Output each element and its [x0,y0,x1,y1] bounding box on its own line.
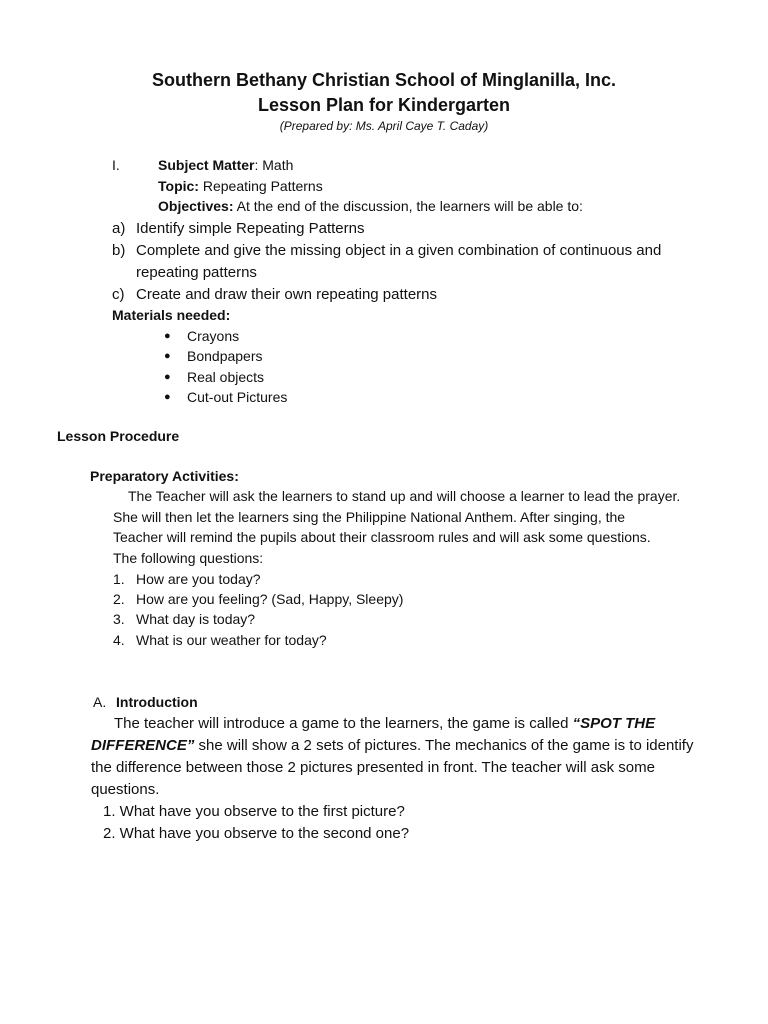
objective-item: Complete and give the missing object in a given combination of continuous and [136,242,662,259]
prepared-by: (Prepared by: Ms. April Caye T. Caday) [279,119,489,133]
document-title: Lesson Plan for Kindergarten [257,95,511,115]
objective-item: Identify simple Repeating Patterns [136,220,365,237]
paragraph-line: Teacher will remind the pupils about their classroom rules and will ask some questions. [113,529,651,545]
bullet-icon: ● [164,330,171,342]
subject-label: Subject Matter [158,157,255,173]
intro-question: 2. What have you observe to the second one? [103,825,410,842]
intro-line-text: The teacher will introduce a game to the learners, the game is called [114,715,573,732]
intro-line [114,715,655,732]
paragraph-line: The Teacher will ask the learners to stand up and will choose a learner to lead the prayer. [128,488,681,504]
question-number: 4. [113,632,125,648]
material-item: Real objects [187,369,265,385]
game-name: DIFFERENCE” [91,737,195,754]
question-item: How are you feeling? (Sad, Happy, Sleepy) [136,591,404,607]
bullet-icon: ● [164,350,171,362]
objective-item: repeating patterns [136,264,257,281]
question-item: What is our weather for today? [136,632,327,648]
intro-line: the difference between those 2 pictures presented in front. The teacher will ask some [91,759,655,776]
lesson-procedure-heading: Lesson Procedure [57,428,180,444]
subject-value: : Math [254,157,294,173]
preparatory-heading: Preparatory Activities: [90,468,239,484]
game-name: “SPOT THE [572,715,656,732]
material-item: Cut-out Pictures [187,389,288,405]
subject-matter [158,157,293,173]
paragraph-line: She will then let the learners sing the Philippine National Anthem. After singing, the [113,509,626,525]
intro-line: questions. [91,781,160,798]
objectives-label: Objectives: [158,198,234,214]
objective-marker: b) [112,242,126,259]
school-name: Southern Bethany Christian School of Minglanilla, Inc. [151,70,617,90]
intro-question: 1. What have you observe to the first picture? [103,803,405,820]
bullet-icon: ● [164,391,171,403]
paragraph-line: The following questions: [113,550,264,566]
topic-label: Topic: [158,178,199,194]
question-number: 2. [113,591,125,607]
materials-heading: Materials needed: [112,307,231,323]
objective-marker: c) [112,286,125,303]
material-item: Crayons [187,328,240,344]
intro-marker: A. [93,694,107,710]
bullet-icon: ● [164,371,171,383]
intro-line-text: she will show a 2 sets of pictures. The mechanics of the game is to identify [194,737,694,754]
question-number: 1. [113,571,125,587]
material-item: Bondpapers [187,348,263,364]
objectives [158,198,583,214]
intro-line [91,737,693,754]
section-numeral: I. [112,157,120,173]
objectives-value: At the end of the discussion, the learners will be able to: [233,198,583,214]
topic [158,178,323,194]
question-item: How are you today? [136,571,261,587]
objective-marker: a) [112,220,126,237]
question-number: 3. [113,611,125,627]
question-item: What day is today? [136,611,256,627]
topic-value: Repeating Patterns [198,178,323,194]
introduction-heading: Introduction [116,694,198,710]
objective-item: Create and draw their own repeating patterns [136,286,438,303]
